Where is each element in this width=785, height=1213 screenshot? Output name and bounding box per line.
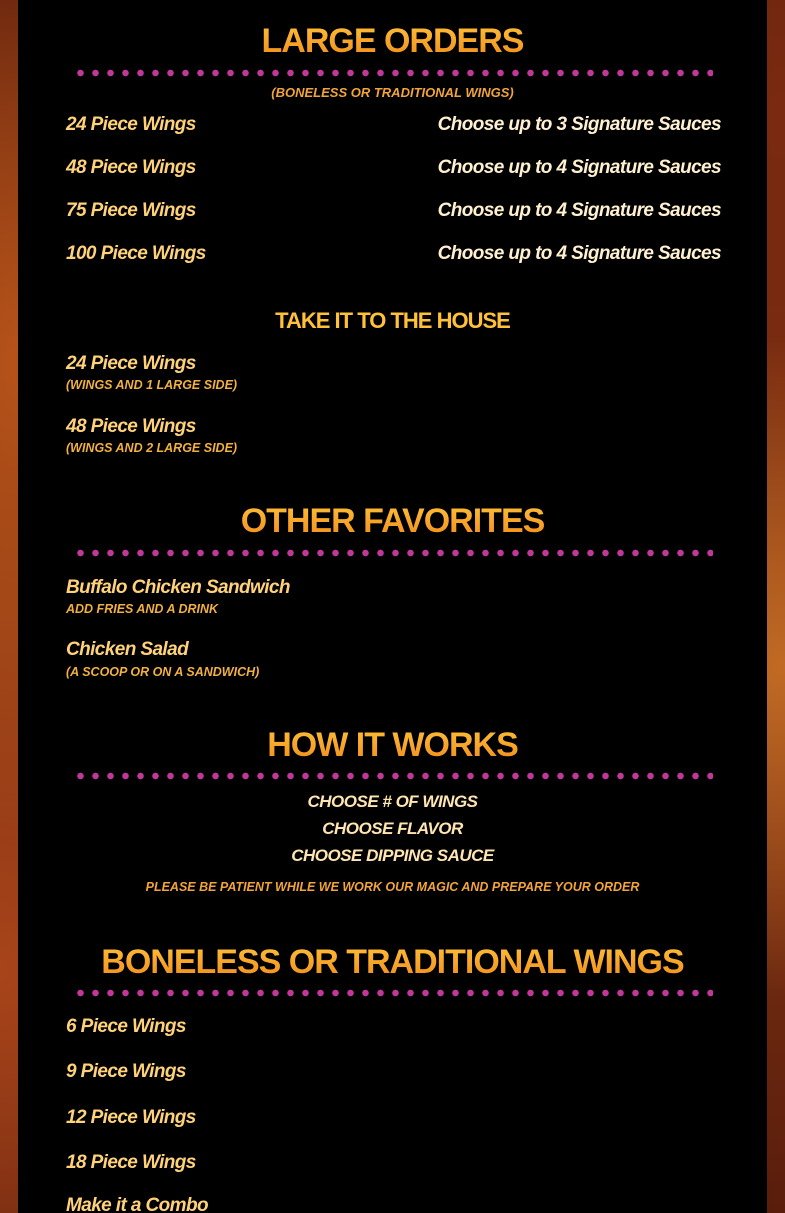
how-it-works-step: CHOOSE FLAVOR xyxy=(322,819,463,838)
how-it-works-step: CHOOSE # OF WINGS xyxy=(307,792,478,811)
large-order-item-name: 48 Piece Wings xyxy=(66,157,196,178)
favorite-item-name: Buffalo Chicken Sandwich xyxy=(66,577,290,598)
other-favorites-title: OTHER FAVORITES xyxy=(18,501,767,541)
how-it-works-divider xyxy=(73,771,713,781)
large-order-item-detail: Choose up to 4 Signature Sauces xyxy=(437,157,721,178)
favorite-item-sub: (A SCOOP OR ON A SANDWICH) xyxy=(66,665,260,679)
large-order-item-name: 75 Piece Wings xyxy=(66,200,196,221)
other-favorites-divider xyxy=(73,548,713,558)
wings-item: 6 Piece Wings xyxy=(66,1016,186,1037)
how-it-works-title: HOW IT WORKS xyxy=(18,725,767,765)
large-orders-title: LARGE ORDERS xyxy=(18,21,767,61)
take-home-item-name: 24 Piece Wings xyxy=(66,353,196,374)
large-orders-note: (BONELESS OR TRADITIONAL WINGS) xyxy=(271,85,514,100)
large-order-item-detail: Choose up to 3 Signature Sauces xyxy=(437,114,721,135)
large-orders-divider xyxy=(73,68,713,78)
take-it-home-title: TAKE IT TO THE HOUSE xyxy=(275,308,510,333)
take-home-item-sub: (WINGS AND 2 LARGE SIDE) xyxy=(66,441,238,455)
large-order-item-detail: Choose up to 4 Signature Sauces xyxy=(437,243,721,264)
wings-item: 12 Piece Wings xyxy=(66,1107,196,1128)
take-home-item-sub: (WINGS AND 1 LARGE SIDE) xyxy=(66,378,238,392)
how-it-works-step: CHOOSE DIPPING SAUCE xyxy=(291,846,494,865)
menu-panel xyxy=(18,0,767,1213)
wings-item: 9 Piece Wings xyxy=(66,1061,186,1082)
favorite-item-sub: ADD FRIES AND A DRINK xyxy=(66,602,219,616)
wings-divider xyxy=(73,988,713,998)
take-home-item-name: 48 Piece Wings xyxy=(66,416,196,437)
large-order-item-name: 24 Piece Wings xyxy=(66,114,196,135)
wings-item-combo: Make it a Combo xyxy=(66,1195,208,1213)
wings-title: BONELESS OR TRADITIONAL WINGS xyxy=(18,942,767,982)
favorite-item-name: Chicken Salad xyxy=(66,639,189,660)
how-it-works-note: PLEASE BE PATIENT WHILE WE WORK OUR MAGIC AND PREPARE YOUR ORDER xyxy=(145,880,640,894)
wings-item: 18 Piece Wings xyxy=(66,1152,196,1173)
large-order-item-name: 100 Piece Wings xyxy=(66,243,206,264)
large-order-item-detail: Choose up to 4 Signature Sauces xyxy=(437,200,721,221)
